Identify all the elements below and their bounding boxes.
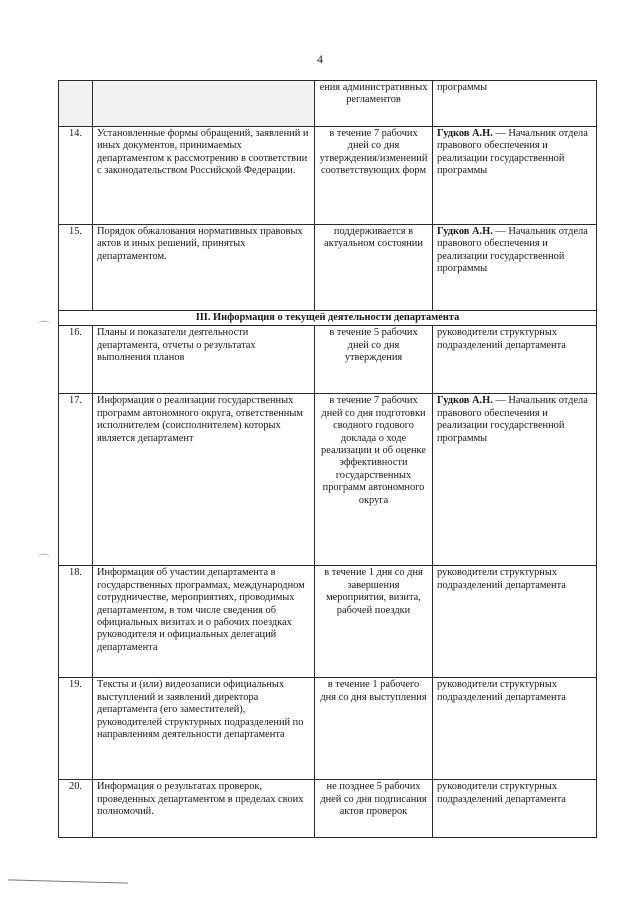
responsible-cell	[433, 394, 597, 566]
term-cell: в течение 7 рабочих дней со дня подготовки сводного годового доклада о ходе реализации и об оценке эффективности государственных программ автономного округа	[315, 394, 433, 566]
margin-mark: ⌒	[38, 553, 51, 567]
table-row	[59, 678, 597, 780]
responsible-cell	[433, 127, 597, 225]
responsible-role: — Начальник отдела правового обеспечения и реализации государственной программы	[437, 226, 588, 275]
responsible-cell	[433, 780, 597, 838]
responsible-role: руководители структурных подразделений департамента	[437, 567, 566, 591]
term-cell: поддерживается в актуальном состоянии	[315, 225, 433, 311]
row-number: 18.	[59, 566, 93, 678]
row-number	[59, 81, 93, 127]
term-cell: ения административных регламентов	[315, 81, 433, 127]
section-title: III. Информация о текущей деятельности департамента	[59, 311, 597, 326]
term-cell: в течение 1 дня со дня завершения мероприятия, визита, рабочей поездки	[315, 566, 433, 678]
table-row	[59, 394, 597, 566]
info-cell: Порядок обжалования нормативных правовых актов и иных решений, принятых департаментом.	[93, 225, 315, 311]
info-cell: Информация о реализации государственных программ автономного округа, ответственным исполнителем (соисполнителем) которых является департамент	[93, 394, 315, 566]
footer-line	[8, 879, 128, 883]
responsible-cell	[433, 678, 597, 780]
term-cell: в течение 5 рабочих дней со дня утверждения	[315, 326, 433, 394]
info-cell: Установленные формы обращений, заявлений и иных документов, принимаемых департаментом к рассмотрению в соответствии с законодательством Российской Федерации.	[93, 127, 315, 225]
responsible-role: — Начальник отдела правового обеспечения и реализации государственной программы	[437, 395, 588, 444]
row-number: 17.	[59, 394, 93, 566]
table-row	[59, 566, 597, 678]
table-row	[59, 127, 597, 225]
row-number: 15.	[59, 225, 93, 311]
info-cell: Тексты и (или) видеозаписи официальных выступлений и заявлений директора департамента (его заместителей), руководителей структурных подразделений по направлениям деятельности департамента	[93, 678, 315, 780]
document-table	[58, 80, 597, 838]
responsible-role: руководители структурных подразделений департамента	[437, 327, 566, 351]
page-number: 4	[317, 52, 323, 66]
table-row	[59, 326, 597, 394]
responsible-name: Гудков А.Н.	[437, 226, 493, 237]
info-cell: Планы и показатели деятельности департамента, отчеты о результатах выполнения планов	[93, 326, 315, 394]
responsible-role: программы	[437, 82, 488, 93]
row-number: 16.	[59, 326, 93, 394]
margin-mark: ⌒	[38, 320, 51, 334]
responsible-role: руководители структурных подразделений департамента	[437, 781, 566, 805]
info-cell	[93, 81, 315, 127]
info-cell: Информация о результатах проверок, проведенных департаментом в пределах своих полномочий.	[93, 780, 315, 838]
row-number: 19.	[59, 678, 93, 780]
table-row	[59, 780, 597, 838]
responsible-name: Гудков А.Н.	[437, 395, 493, 407]
responsible-cell	[433, 225, 597, 311]
table-row	[59, 81, 597, 127]
section-heading-row	[59, 311, 597, 326]
responsible-cell	[433, 566, 597, 678]
info-cell: Информация об участии департамента в государственных программах, международном сотрудничестве, мероприятиях, проводимых департаментом, в том числе сведения об официальных визитах и о рабочих поездках руководителя и официальных делегаций департамента	[93, 566, 315, 678]
responsible-cell	[433, 326, 597, 394]
term-cell: в течение 1 рабочего дня со дня выступления	[315, 678, 433, 780]
row-number: 20.	[59, 780, 93, 838]
responsible-role: — Начальник отдела правового обеспечения и реализации государственной программы	[437, 128, 588, 177]
term-cell: в течение 7 рабочих дней со дня утверждения/изменений соответствующих форм	[315, 127, 433, 225]
responsible-name: Гудков А.Н.	[437, 128, 493, 139]
row-number: 14.	[59, 127, 93, 225]
responsible-cell	[433, 81, 597, 127]
responsible-role: руководители структурных подразделений департамента	[437, 679, 566, 703]
term-cell: не позднее 5 рабочих дней со дня подписания актов проверок	[315, 780, 433, 838]
table-row	[59, 225, 597, 311]
